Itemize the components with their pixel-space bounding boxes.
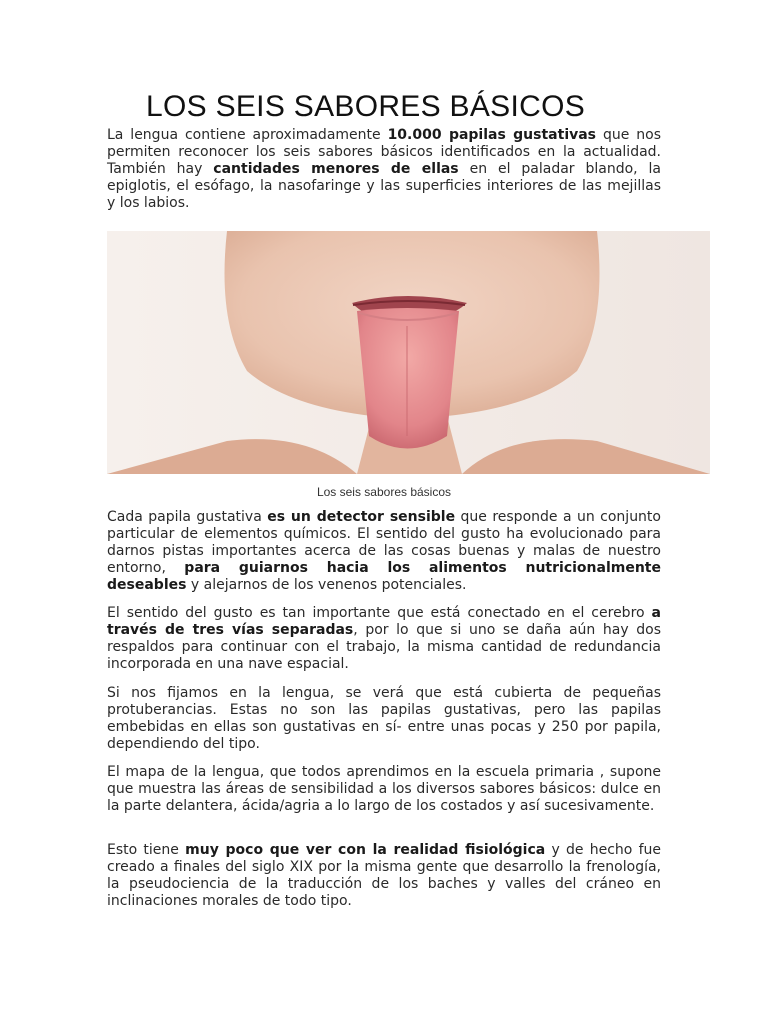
p2-text-2: , por lo que si uno se daña aún hay dos respaldos para continuar con el trabajo, la misma cantidad de redundancia incorporada en una nave espacial. [107,622,661,672]
p5-bold-1: muy poco que ver con la realidad fisiológica [185,842,546,858]
p5-text-1: Esto tiene [107,842,186,858]
p1-text-1: Cada papila gustativa [107,509,268,525]
intro-text-1: La lengua contiene aproximadamente [107,127,388,143]
p1-bold-2: para guiarnos hacia los alimentos nutricionalmente deseables [107,560,661,593]
p1-text-3: y alejarnos de los venenos potenciales. [186,577,467,593]
paragraph-5 [107,842,661,910]
paragraph-1 [107,509,661,594]
intro-bold-2: cantidades menores de ellas [213,161,459,177]
intro-text-2: que nos permiten reconocer los seis sabores básicos identificados en la actualidad. También hay [107,127,661,177]
paragraph-3: Si nos fijamos en la lengua, se verá que está cubierta de pequeñas protuberancias. Estas no son las papilas gustativas, pero las papilas embebidas en ellas son gustativas en sí- entre unas pocas y 250 por papila, dependiendo del tipo. [107,685,661,752]
p1-text-2: que responde a un conjunto particular de elementos químicos. El sentido del gusto ha evolucionado para darnos pistas importantes acerca de las cosas buenas y malas de nuestro entorno, [107,509,661,576]
intro-bold-1: 10.000 papilas gustativas [387,127,597,143]
p5-text-2: y de hecho fue creado a finales del siglo XIX por la misma gente que desarrollo la frenología, la pseudociencia de la traducción de los baches y valles del cráneo en inclinaciones morales de todo tipo. [107,842,661,909]
paragraph-4: El mapa de la lengua, que todos aprendimos en la escuela primaria , supone que muestra las áreas de sensibilidad a los diversos sabores básicos: dulce en la parte delantera, ácida/agria a lo largo de los costados y así sucesivamente. [107,764,661,814]
intro-text-3: en el paladar blando, la epiglotis, el esófago, la nasofaringe y las superficies interiores de las mejillas y los labios. [107,161,662,211]
p1-bold-1: es un detector sensible [267,509,456,525]
image-caption: Los seis sabores básicos [316,485,452,499]
tongue-photo [107,231,710,474]
p2-text-1: El sentido del gusto es tan importante que está conectado en el cerebro [107,605,652,621]
intro-paragraph [107,127,661,212]
paragraph-2 [107,605,661,673]
page-title: LOS SEIS SABORES BÁSICOS [146,90,586,123]
p2-bold-1: a través de tres vías separadas [107,605,661,638]
